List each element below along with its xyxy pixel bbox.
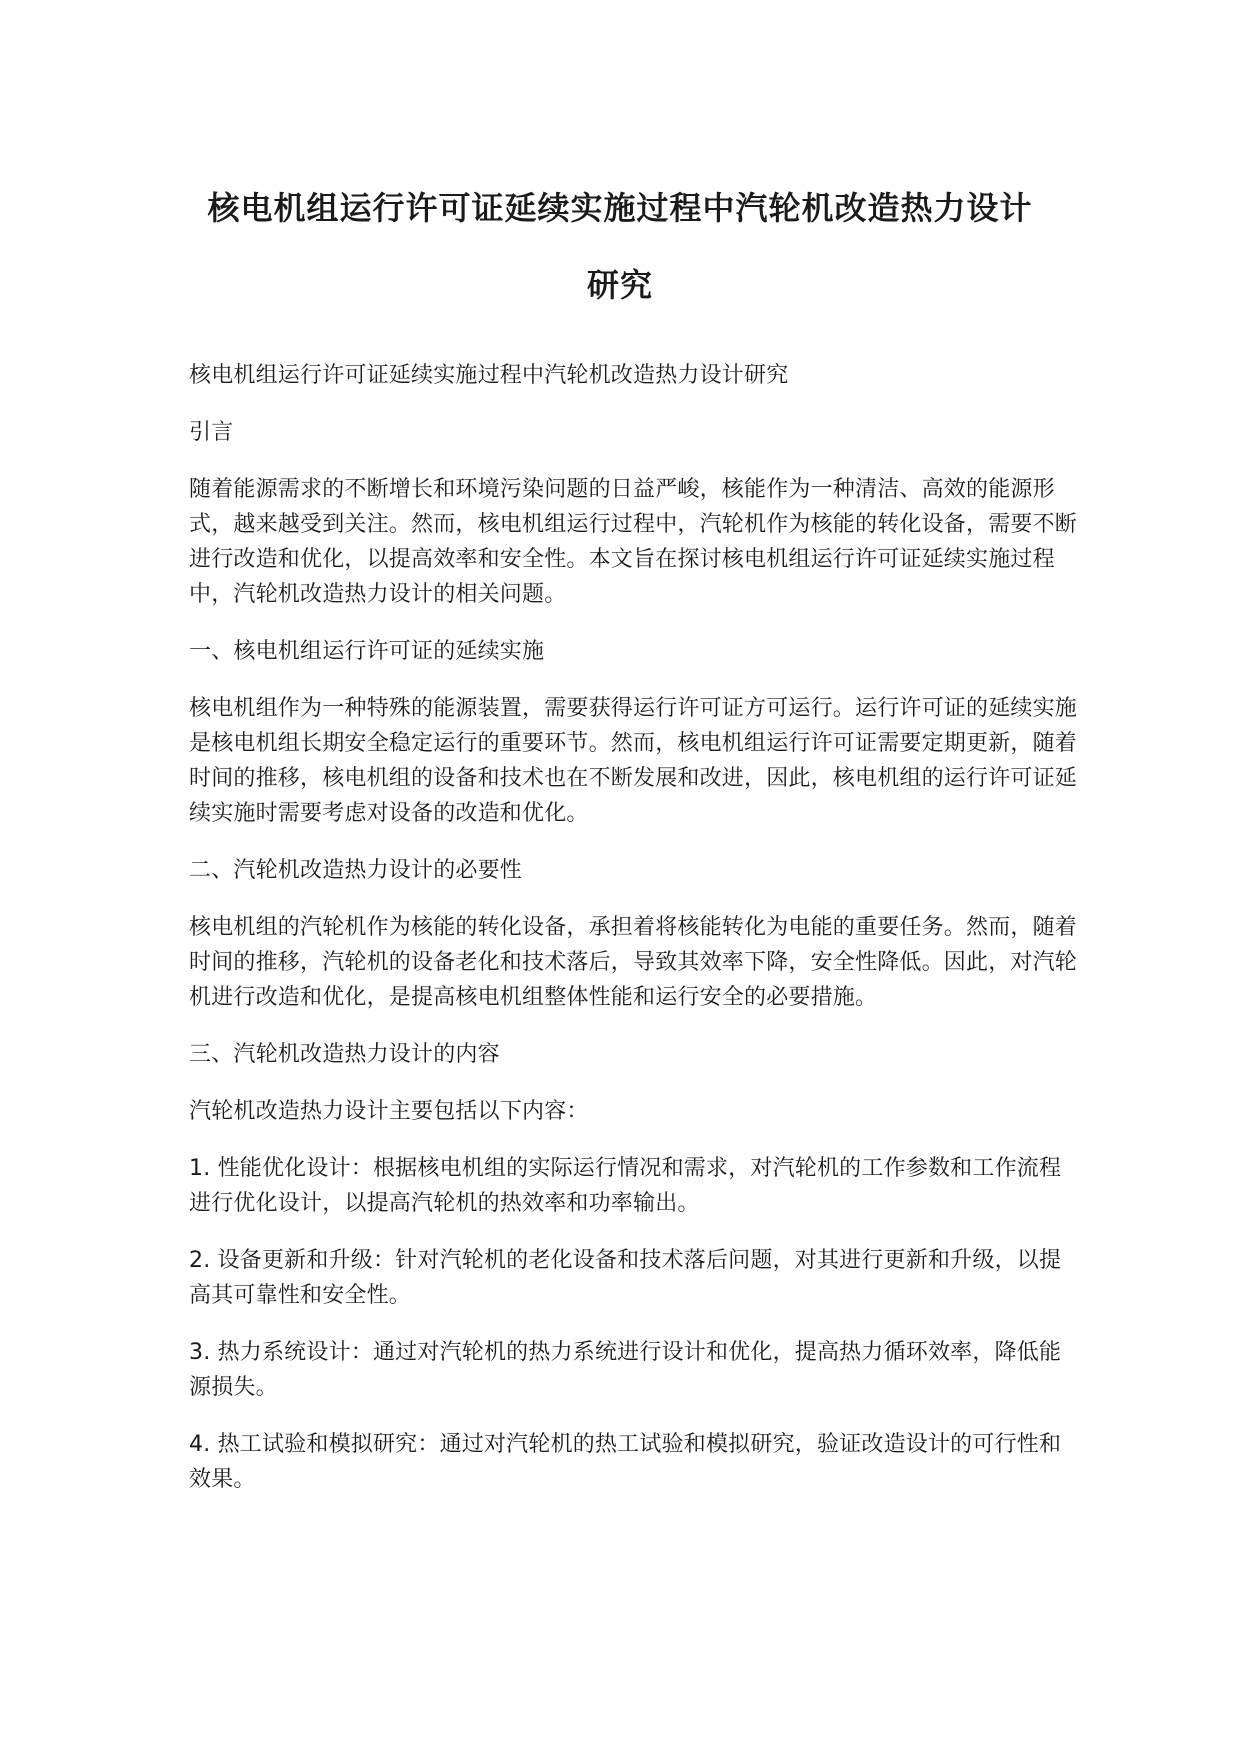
document-title (150, 170, 1090, 324)
list-item-2: 2. 设备更新和升级：针对汽轮机的老化设备和技术落后问题，对其进行更新和升级，以提高其可靠性和安全性。 (189, 1248, 1062, 1308)
section-heading-1: 一、核电机组运行许可证的延续实施 (189, 639, 545, 664)
document-body (189, 358, 1079, 1519)
list-item-3: 3. 热力系统设计：通过对汽轮机的热力系统进行设计和优化，提高热力循环效率，降低能源损失。 (189, 1340, 1062, 1400)
document-title-line-2: 研究 (586, 266, 653, 304)
subtitle-paragraph: 核电机组运行许可证延续实施过程中汽轮机改造热力设计研究 (189, 363, 789, 388)
section-heading-2: 二、汽轮机改造热力设计的必要性 (189, 858, 523, 883)
section-heading-3: 三、汽轮机改造热力设计的内容 (189, 1042, 500, 1067)
paragraph-section-3-intro: 汽轮机改造热力设计主要包括以下内容： (189, 1099, 589, 1124)
paragraph-section-1: 核电机组作为一种特殊的能源装置，需要获得运行许可证方可运行。运行许可证的延续实施是核电机组长期安全稳定运行的重要环节。然而，核电机组运行许可证需要定期更新，随着时间的推移，核电机组的设备和技术也在不断发展和改进，因此，核电机组的运行许可证延续实施时需要考虑对设备的改造和优化。 (189, 696, 1078, 826)
paragraph-section-2: 核电机组的汽轮机作为核能的转化设备，承担着将核能转化为电能的重要任务。然而，随着时间的推移，汽轮机的设备老化和技术落后，导致其效率下降，安全性降低。因此，对汽轮机进行改造和优化，是提高核电机组整体性能和运行安全的必要措施。 (189, 915, 1078, 1010)
list-item-1: 1. 性能优化设计：根据核电机组的实际运行情况和需求，对汽轮机的工作参数和工作流程进行优化设计，以提高汽轮机的热效率和功率输出。 (189, 1156, 1062, 1216)
document-title-line-1: 核电机组运行许可证延续实施过程中汽轮机改造热力设计 (207, 189, 1033, 227)
list-item-4: 4. 热工试验和模拟研究：通过对汽轮机的热工试验和模拟研究，验证改造设计的可行性和效果。 (189, 1432, 1062, 1492)
paragraph-introduction: 随着能源需求的不断增长和环境污染问题的日益严峻，核能作为一种清洁、高效的能源形式，越来越受到关注。然而，核电机组运行过程中，汽轮机作为核能的转化设备，需要不断进行改造和优化，以提高效率和安全性。本文旨在探讨核电机组运行许可证延续实施过程中，汽轮机改造热力设计的相关问题。 (189, 477, 1078, 607)
section-heading-introduction: 引言 (189, 420, 234, 445)
